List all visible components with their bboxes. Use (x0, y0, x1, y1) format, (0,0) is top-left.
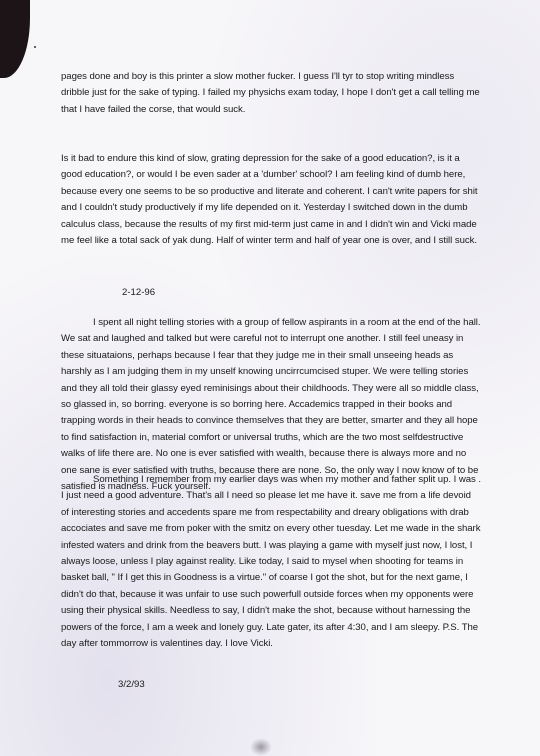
paragraph-stories: I spent all night telling stories with a group of fellow aspirants in a room at the end of the hall. We sat and laughed and talked but were careful not to interrupt one another. I still feel uneasy in these situataions, perhaps because I fear that they judge me in their small unseeing heads as harshly as I am judging them in my unself knowing uncirrcumcised stuper. We were telling stories and they all told their glassy eyed reminisings about their childhoods. They were all so middle class, so glassed in, so borring. everyone is so borring here. Accademics trapped in their books and trapping words in their heads to convince themselves that they are better, smarter and they all hope to find satisfaction in, material comfort or universal truths, which are the two most selfdestructive walks of life there are. No one is ever satisfied with wealth, because there is always more and no one sane is ever satisfied with truths, because there are none. So, the only way I now know of to be satisfied is madness. Fuck yourself. (61, 317, 481, 493)
entry-date-2: 3/2/93 (118, 679, 145, 690)
paragraph-adventure: Something I remember from my earlier days was when my mother and father split up. I was . I just need a good adventure. That's all I need so please let me have it. save me from a life devoid of interesting stories and accedents spare me from respectability and dreary obligations with drab accociates and save me from poker with the smitz on every other tuesday. Let me wade in the shark infested waters and drink from the beavers butt. I was playing a game with myself just now, I lost, I always loose, unless I play against reality. Like today, I said to mysel when shooting for teams in basket ball, " If I get this in Goodness is a virtue." of coarse I got the shot, but for the next game, I didn't do that, because it was unfair to use such powerfull outside forces when my opponents were using their physical skills. Needless to say, I didn't make the shot, because without harnessing the powers of the force, I am a week and lonely guy. Late gater, its after 4:30, and I am sleepy. P.S. The day after tommorrow is valentines day. I love Vicki. (61, 474, 481, 650)
paragraph-education: Is it bad to endure this kind of slow, grating depression for the sake of a good education?, is it a good education?, or would I be even sader at a 'dumber' school? I am feeling kind of dumb here, because every one seems to be so productive and literate and coherent. I can't write papers for shit and I couldn't study productively if my life depended on it. Yesterday I switched down in the dumb calculus class, because the results of my first mid-term just came in and I didn't win and Vicki made me feel like a total sack of yak dung. Half of winter term and half of year one is over, and I still suck. (61, 153, 478, 247)
entry-date-1: 2-12-96 (122, 287, 156, 298)
scan-corner-shadow (0, 0, 30, 78)
scan-speck (34, 46, 36, 48)
paragraph-printer: pages done and boy is this printer a slow mother fucker. I guess I'll tyr to stop writing mindless dribble just for the sake of typing. I failed my physichs exam today, I hope I don't get a call telling me that I have failed the corse, that would suck. (61, 71, 480, 115)
scan-smudge (250, 738, 272, 756)
